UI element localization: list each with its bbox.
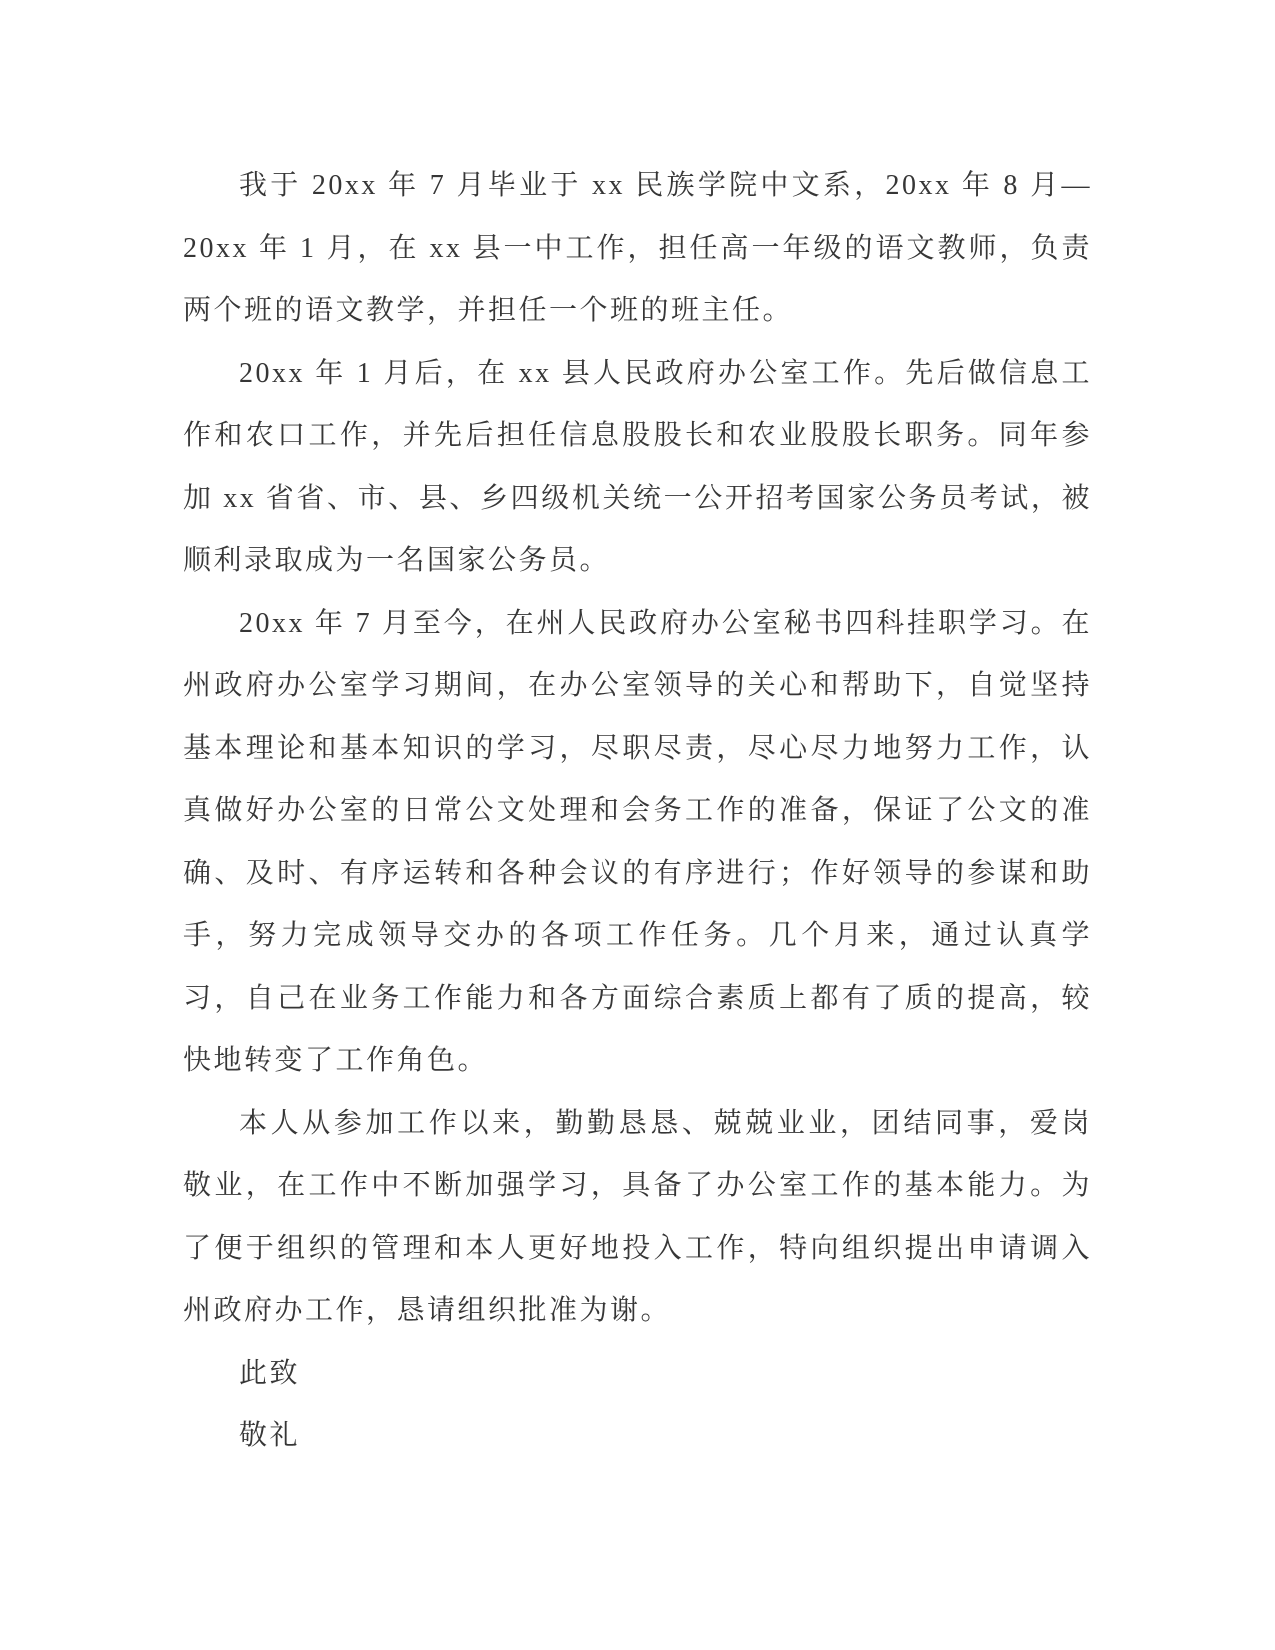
letter-body (183, 155, 1092, 1468)
paragraph-prefecture-office-study: 20xx 年 7 月至今，在州人民政府办公室秘书四科挂职学习。在州政府办公室学习期间，在办公室领导的关心和帮助下，自觉坚持基本理论和基本知识的学习，尽职尽责，尽心尽力地努力工作，认真做好办公室的日常公文处理和会务工作的准备，保证了公文的准确、及时、有序运转和各种会议的有序进行；作好领导的参谋和助手，努力完成领导交办的各项工作任务。几个月来，通过认真学习，自己在业务工作能力和各方面综合素质上都有了质的提高，较快地转变了工作角色。 (183, 607, 1092, 1076)
paragraph-education-background: 我于 20xx 年 7 月毕业于 xx 民族学院中文系，20xx 年 8 月—20xx 年 1 月，在 xx 县一中工作，担任高一年级的语文教师，负责两个班的语文教学，并担任一个班的班主任。 (183, 170, 1092, 326)
closing-salute-cizhi: 此致 (239, 1357, 301, 1389)
paragraph-transfer-request: 本人从参加工作以来，勤勤恳恳、兢兢业业，团结同事，爱岗敬业，在工作中不断加强学习，具备了办公室工作的基本能力。为了便于组织的管理和本人更好地投入工作，特向组织提出申请调入州政府办工作，恳请组织批准为谢。 (183, 1107, 1092, 1326)
paragraph-county-government-work: 20xx 年 1 月后，在 xx 县人民政府办公室工作。先后做信息工作和农口工作，并先后担任信息股股长和农业股股长职务。同年参加 xx 省省、市、县、乡四级机关统一公开招考国家公务员考试，被顺利录取成为一名国家公务员。 (183, 357, 1092, 576)
closing-salute-jingli: 敬礼 (239, 1420, 301, 1451)
